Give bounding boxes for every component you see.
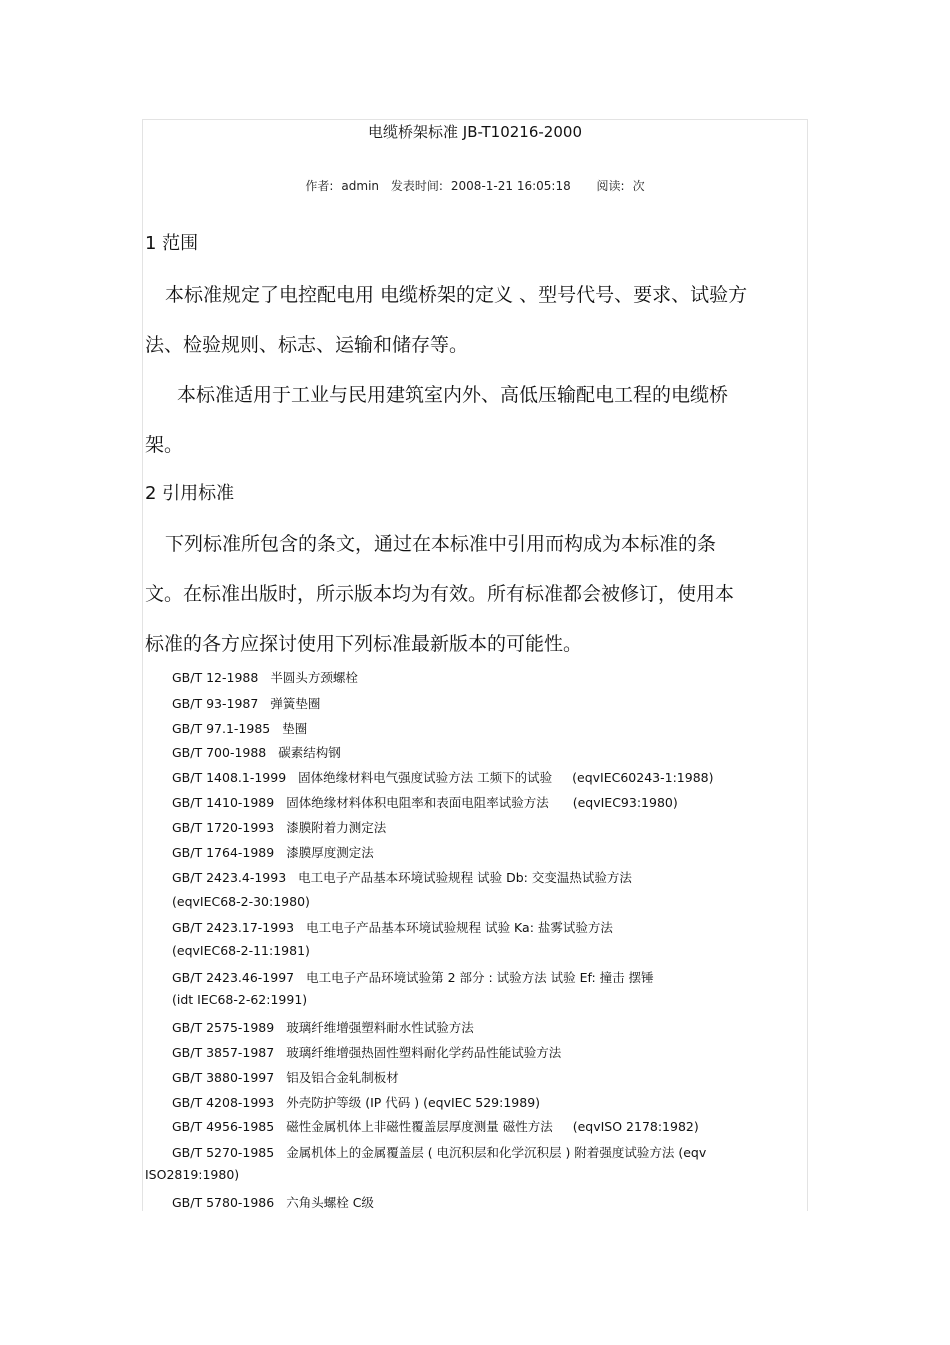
reference-title: 碳素结构钢 — [278, 745, 341, 760]
reference-item — [172, 992, 307, 1007]
reference-item — [172, 719, 307, 737]
document-title: 电缆桥架标准 JB-T10216-2000 — [368, 123, 582, 141]
reference-item — [172, 943, 310, 958]
reference-code: GB/T 1720-1993 — [172, 820, 275, 835]
section-heading-scope: 1 范围 — [145, 233, 199, 254]
reference-title: 玻璃纤维增强热固性塑料耐化学药品性能试验方法 — [286, 1045, 562, 1060]
time-label: 发表时间: — [390, 179, 443, 193]
reference-item — [172, 1068, 399, 1086]
reference-title: 漆膜附着力测定法 — [286, 820, 387, 835]
reference-code: GB/T 2423.17-1993 — [172, 920, 295, 935]
article-meta — [0, 177, 950, 194]
reference-title: 电工电子产品环境试验第 2 部分 : 试验方法 试验 Ef: 撞击 摆锤 — [306, 970, 654, 985]
reference-code: GB/T 2423.46-1997 — [172, 970, 295, 985]
author-label: 作者: — [305, 179, 334, 193]
reference-title: 玻璃纤维增强塑料耐水性试验方法 — [286, 1020, 474, 1035]
reference-code: GB/T 93-1987 — [172, 696, 259, 711]
reference-title: 磁性金属机体上非磁性覆盖层厚度测量 磁性方法 — [286, 1119, 553, 1134]
reference-item — [172, 1117, 699, 1135]
reference-code: GB/T 97.1-1985 — [172, 721, 271, 736]
reference-item — [172, 694, 320, 712]
reference-item — [172, 1143, 706, 1161]
reference-title: 垫圈 — [282, 721, 308, 736]
paragraph: 下列标准所包含的条文，通过在本标准中引用而构成为本标准的条 — [165, 533, 717, 555]
reference-code: (eqvIEC68-2-11:1981) — [172, 943, 310, 958]
reference-code: GB/T 1410-1989 — [172, 795, 275, 810]
reference-code: GB/T 4208-1993 — [172, 1095, 275, 1110]
publish-time: 2008-1-21 16:05:18 — [450, 179, 571, 193]
reference-title: 铝及铝合金轧制板材 — [286, 1070, 399, 1085]
reference-title: 固体绝缘材料电气强度试验方法 工频下的试验 — [298, 770, 553, 785]
reference-code: GB/T 1764-1989 — [172, 845, 275, 860]
paragraph: 本标准适用于工业与民用建筑室内外、高低压输配电工程的电缆桥 — [177, 384, 729, 406]
reference-item — [172, 843, 374, 861]
reference-title: 外壳防护等级 (IP 代码 ) (eqvIEC 529:1989) — [286, 1095, 541, 1110]
reference-title: 电工电子产品基本环境试验规程 试验 Ka: 盐雾试验方法 — [306, 920, 613, 935]
reference-item — [172, 1018, 474, 1036]
views-suffix: 次 — [632, 179, 645, 193]
reference-title: 金属机体上的金属覆盖层 ( 电沉积层和化学沉积层 ) 附着强度试验方法 (eqv — [286, 1145, 707, 1160]
reference-code: (eqvIEC68-2-30:1980) — [172, 894, 310, 909]
reference-item — [172, 768, 713, 786]
reference-item — [172, 868, 632, 886]
views-label: 阅读: — [596, 179, 625, 193]
section-heading-references: 2 引用标准 — [145, 483, 235, 504]
reference-code: ISO2819:1980) — [145, 1167, 240, 1182]
reference-item — [172, 894, 310, 909]
paragraph: 法、检验规则、标志、运输和储存等。 — [145, 334, 469, 356]
reference-item — [172, 1043, 561, 1061]
reference-title: 六角头螺栓 C级 — [286, 1195, 374, 1210]
reference-item — [172, 1193, 374, 1211]
reference-code: GB/T 12-1988 — [172, 670, 259, 685]
paragraph: 标准的各方应探讨使用下列标准最新版本的可能性。 — [145, 633, 583, 655]
reference-item — [172, 668, 358, 686]
reference-code: GB/T 1408.1-1999 — [172, 770, 287, 785]
reference-item — [172, 918, 613, 936]
reference-item — [172, 743, 341, 761]
author-name: admin — [341, 179, 380, 193]
reference-item — [172, 968, 654, 986]
reference-code: GB/T 4956-1985 — [172, 1119, 275, 1134]
reference-item — [172, 1093, 540, 1111]
reference-item — [145, 1167, 239, 1182]
reference-code: GB/T 700-1988 — [172, 745, 267, 760]
reference-title: 半圆头方颈螺栓 — [270, 670, 358, 685]
reference-code: (idt IEC68-2-62:1991) — [172, 992, 308, 1007]
reference-title: 电工电子产品基本环境试验规程 试验 Db: 交变温热试验方法 — [298, 870, 632, 885]
reference-equivalent: (eqvIEC60243-1:1988) — [572, 770, 714, 785]
paragraph: 架。 — [145, 434, 184, 456]
reference-title: 漆膜厚度测定法 — [286, 845, 374, 860]
reference-code: GB/T 3880-1997 — [172, 1070, 275, 1085]
reference-code: GB/T 2575-1989 — [172, 1020, 275, 1035]
reference-equivalent: (eqvISO 2178:1982) — [572, 1119, 699, 1134]
reference-title: 固体绝缘材料体积电阻率和表面电阻率试验方法 — [286, 795, 549, 810]
paragraph: 本标准规定了电控配电用 电缆桥架的定义 、型号代号、要求、试验方 — [165, 284, 748, 306]
reference-title: 弹簧垫圈 — [270, 696, 321, 711]
paragraph: 文。在标准出版时，所示版本均为有效。所有标准都会被修订，使用本 — [145, 583, 735, 605]
reference-code: GB/T 5270-1985 — [172, 1145, 275, 1160]
reference-code: GB/T 2423.4-1993 — [172, 870, 287, 885]
reference-item — [172, 793, 678, 811]
reference-equivalent: (eqvIEC93:1980) — [568, 795, 678, 810]
reference-code: GB/T 3857-1987 — [172, 1045, 275, 1060]
reference-code: GB/T 5780-1986 — [172, 1195, 275, 1210]
reference-item — [172, 818, 386, 836]
